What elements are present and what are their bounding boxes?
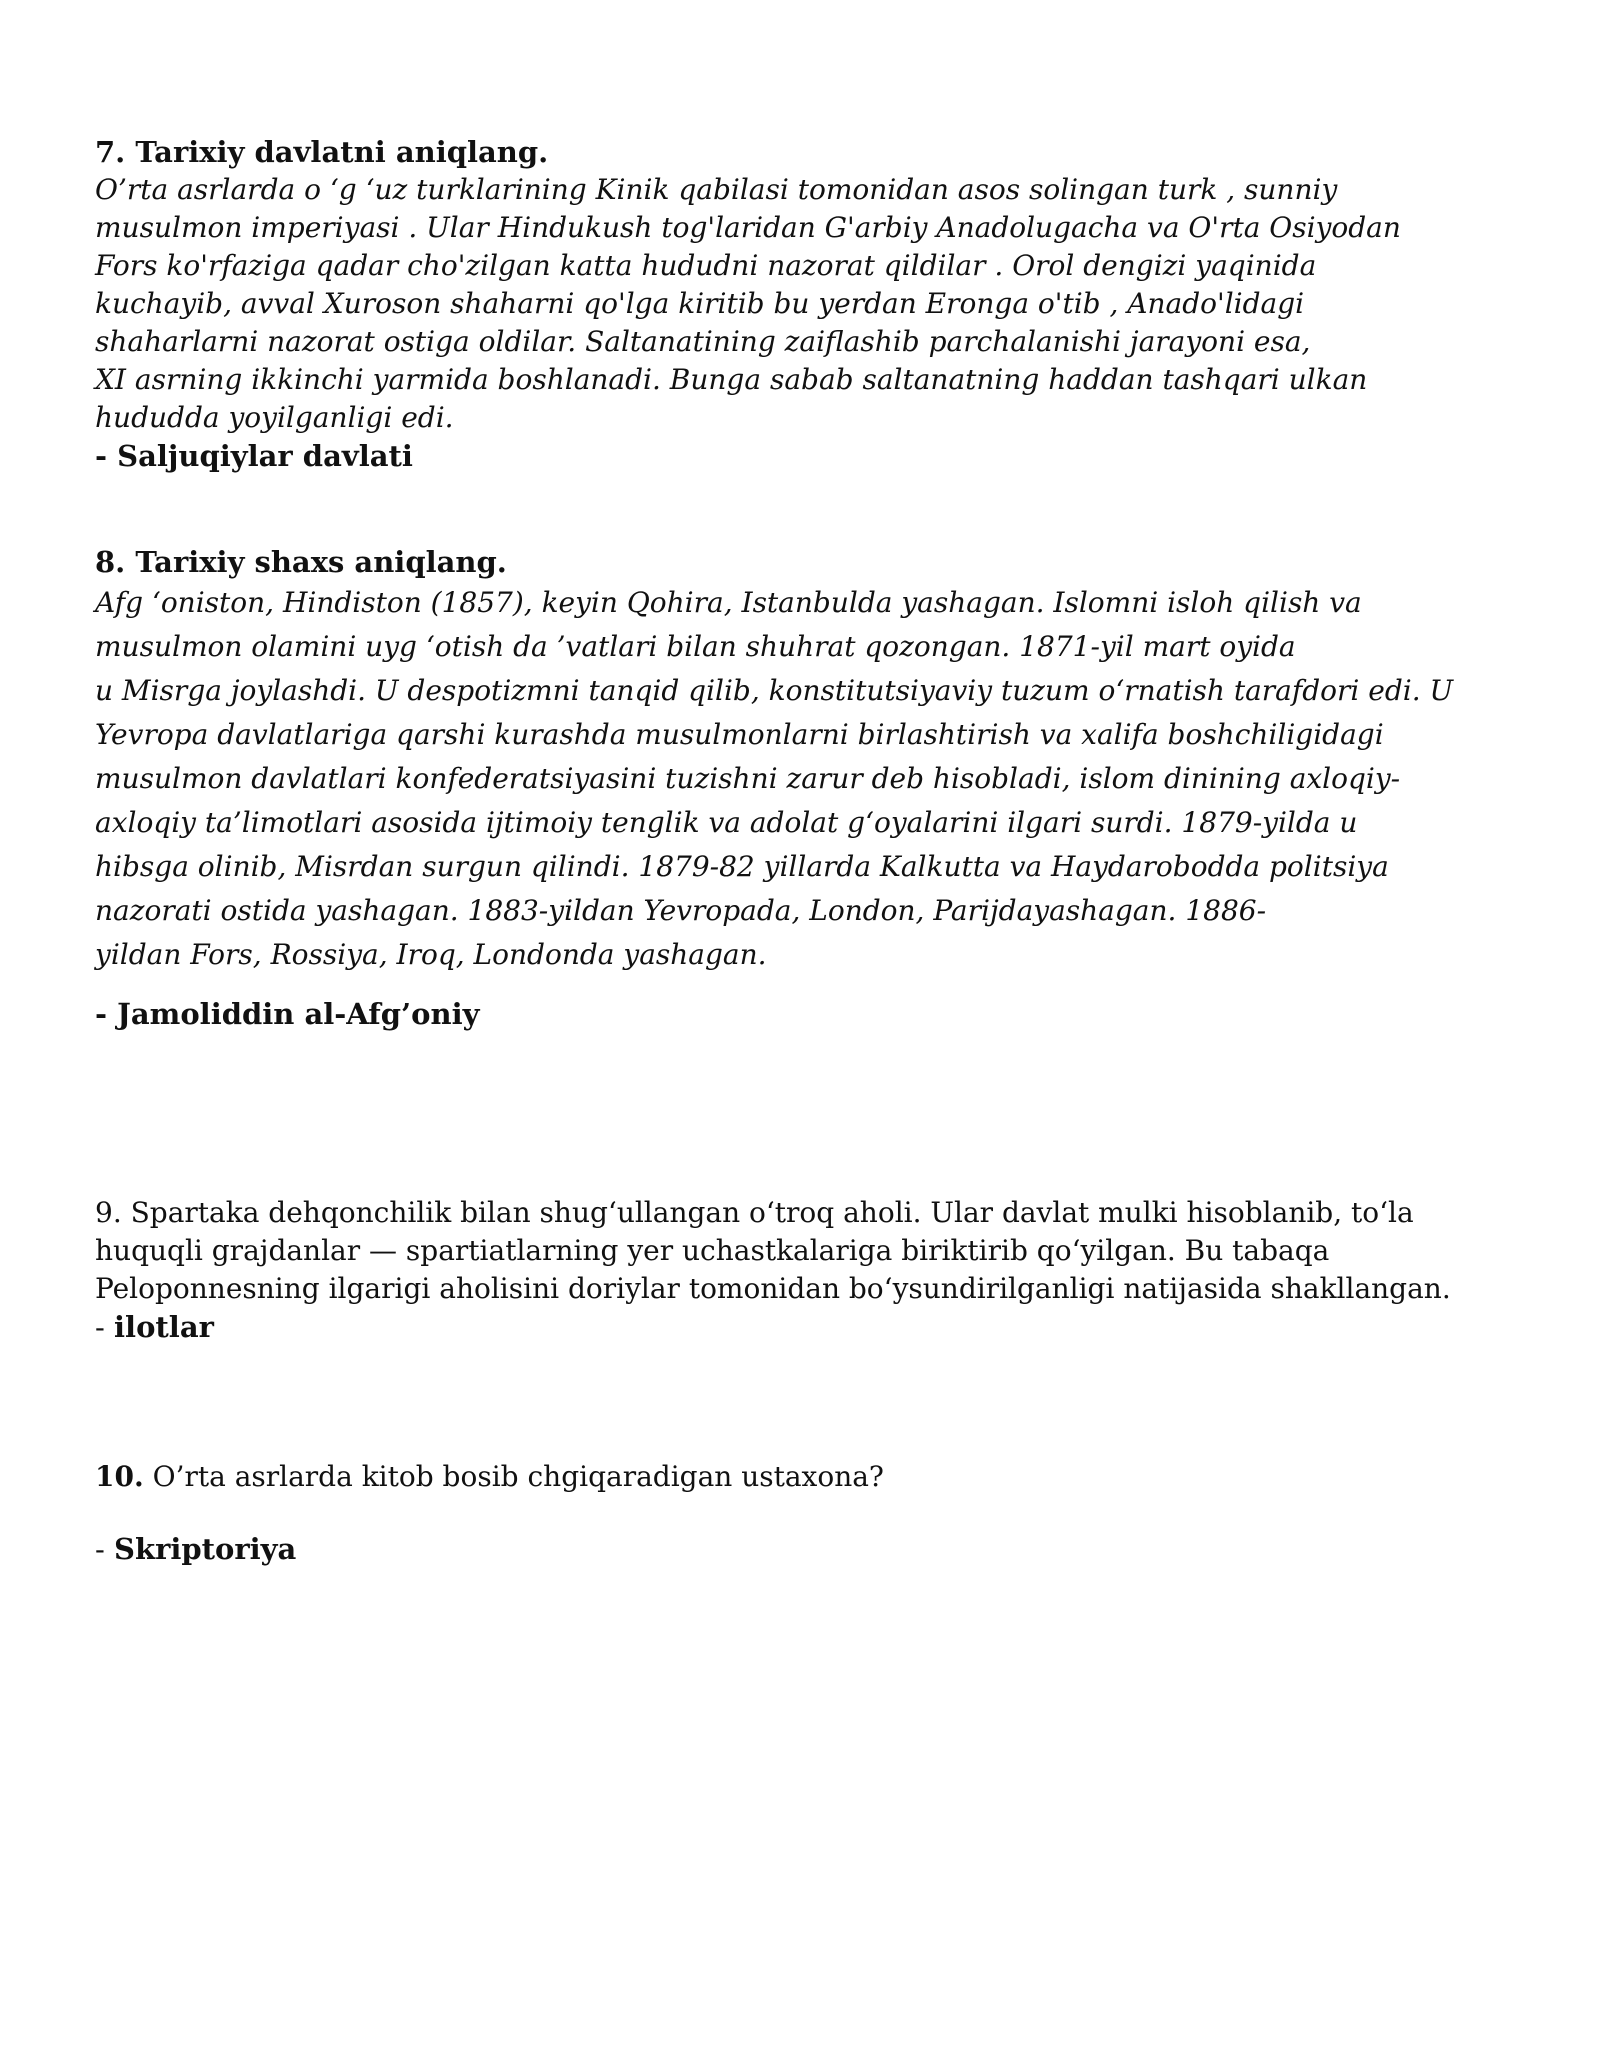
- question-8-line: axloqiy ta’limotlari asosida ijtimoiy tenglik va adolat g‘oyalarini ilgari surdi. 1879-yilda u: [95, 806, 1358, 839]
- question-7-line: XI asrning ikkinchi yarmida boshlanadi. Bunga sabab saltanatning haddan tashqari ulkan: [95, 363, 1368, 396]
- question-10-text: [95, 1458, 1525, 1496]
- question-8-line: musulmon olamini uyg ‘otish da ’vatlari bilan shuhrat qozongan. 1871-yil mart oyida: [95, 630, 1296, 663]
- question-9: [95, 1194, 1525, 1346]
- answer-prefix: -: [95, 1310, 115, 1344]
- answer-text: ilotlar: [114, 1310, 214, 1344]
- question-9-answer: [95, 1308, 1525, 1346]
- question-7-line: shaharlarni nazorat ostiga oldilar. Saltanatining zaiflashib parchalanishi jarayoni esa,: [95, 325, 1311, 358]
- question-8-line: Afg ‘oniston, Hindiston (1857), keyin Qohira, Istanbulda yashagan. Islomni isloh qilish va: [95, 586, 1362, 619]
- question-7-answer: - Saljuqiylar davlati: [95, 439, 413, 473]
- question-10-number: 10.: [95, 1460, 144, 1493]
- question-10-answer: [95, 1530, 1525, 1568]
- question-8-line: u Misrga joylashdi. U despotizmni tanqid qilib, konstitutsiyaviy tuzum o‘rnatish tarafdori edi. U: [95, 674, 1454, 707]
- question-8-answer: - Jamoliddin al-Afg’oniy: [95, 997, 480, 1031]
- question-8-line: hibsga olinib, Misrdan surgun qilindi. 1879-82 yillarda Kalkutta va Haydarobodda politsiya: [95, 850, 1389, 883]
- question-8-line: nazorati ostida yashagan. 1883-yildan Yevropada, London, Parijdayashagan. 1886-: [95, 894, 1267, 927]
- answer-prefix: -: [95, 1532, 115, 1566]
- question-10-question: O’rta asrlarda kitob bosib chgiqaradigan ustaxona?: [143, 1460, 884, 1493]
- question-7-line: kuchayib, avval Xuroson shaharni qo'lga kiritib bu yerdan Eronga o'tib , Anado'lidagi: [95, 287, 1305, 320]
- question-8-line: musulmon davlatlari konfederatsiyasini tuzishni zarur deb hisobladi, islom dinining axloqiy-: [95, 762, 1401, 795]
- question-7-line: hududda yoyilganligi edi.: [95, 401, 454, 434]
- question-7-line: musulmon imperiyasi . Ular Hindukush tog'laridan G'arbiy Anadolugacha va O'rta Osiyodan: [95, 211, 1401, 244]
- question-8: [95, 543, 1525, 1033]
- question-8-title: 8. Tarixiy shaxs aniqlang.: [95, 545, 507, 579]
- question-7-body: [95, 171, 1525, 437]
- question-9-line: Peloponnesning ilgarigi aholisini doriylar tomonidan bo‘ysundirilganligi natijasida shakllangan.: [95, 1272, 1451, 1305]
- question-9-line: huquqli grajdanlar — spartiatlarning yer uchastkalariga biriktirib qo‘yilgan. Bu tabaqa: [95, 1234, 1330, 1267]
- question-7-line: O’rta asrlarda o ‘g ‘uz turklarining Kinik qabilasi tomonidan asos solingan turk , sunniy: [95, 173, 1338, 206]
- answer-text: Skriptoriya: [114, 1532, 297, 1566]
- question-9-body: [95, 1194, 1525, 1308]
- question-7-line: Fors ko'rfaziga qadar cho'zilgan katta hududni nazorat qildilar . Orol dengizi yaqinida: [95, 249, 1317, 282]
- question-8-body: [95, 581, 1525, 977]
- question-7: [95, 133, 1525, 475]
- question-10: [95, 1458, 1525, 1568]
- question-8-line: yildan Fors, Rossiya, Iroq, Londonda yashagan.: [95, 938, 767, 971]
- question-8-line: Yevropa davlatlariga qarshi kurashda musulmonlarni birlashtirish va xalifa boshchiligidagi: [95, 718, 1384, 751]
- question-9-line: 9. Spartaka dehqonchilik bilan shug‘ullangan o‘troq aholi. Ular davlat mulki hisoblanib, to‘la: [95, 1196, 1414, 1229]
- question-7-title: 7. Tarixiy davlatni aniqlang.: [95, 135, 549, 169]
